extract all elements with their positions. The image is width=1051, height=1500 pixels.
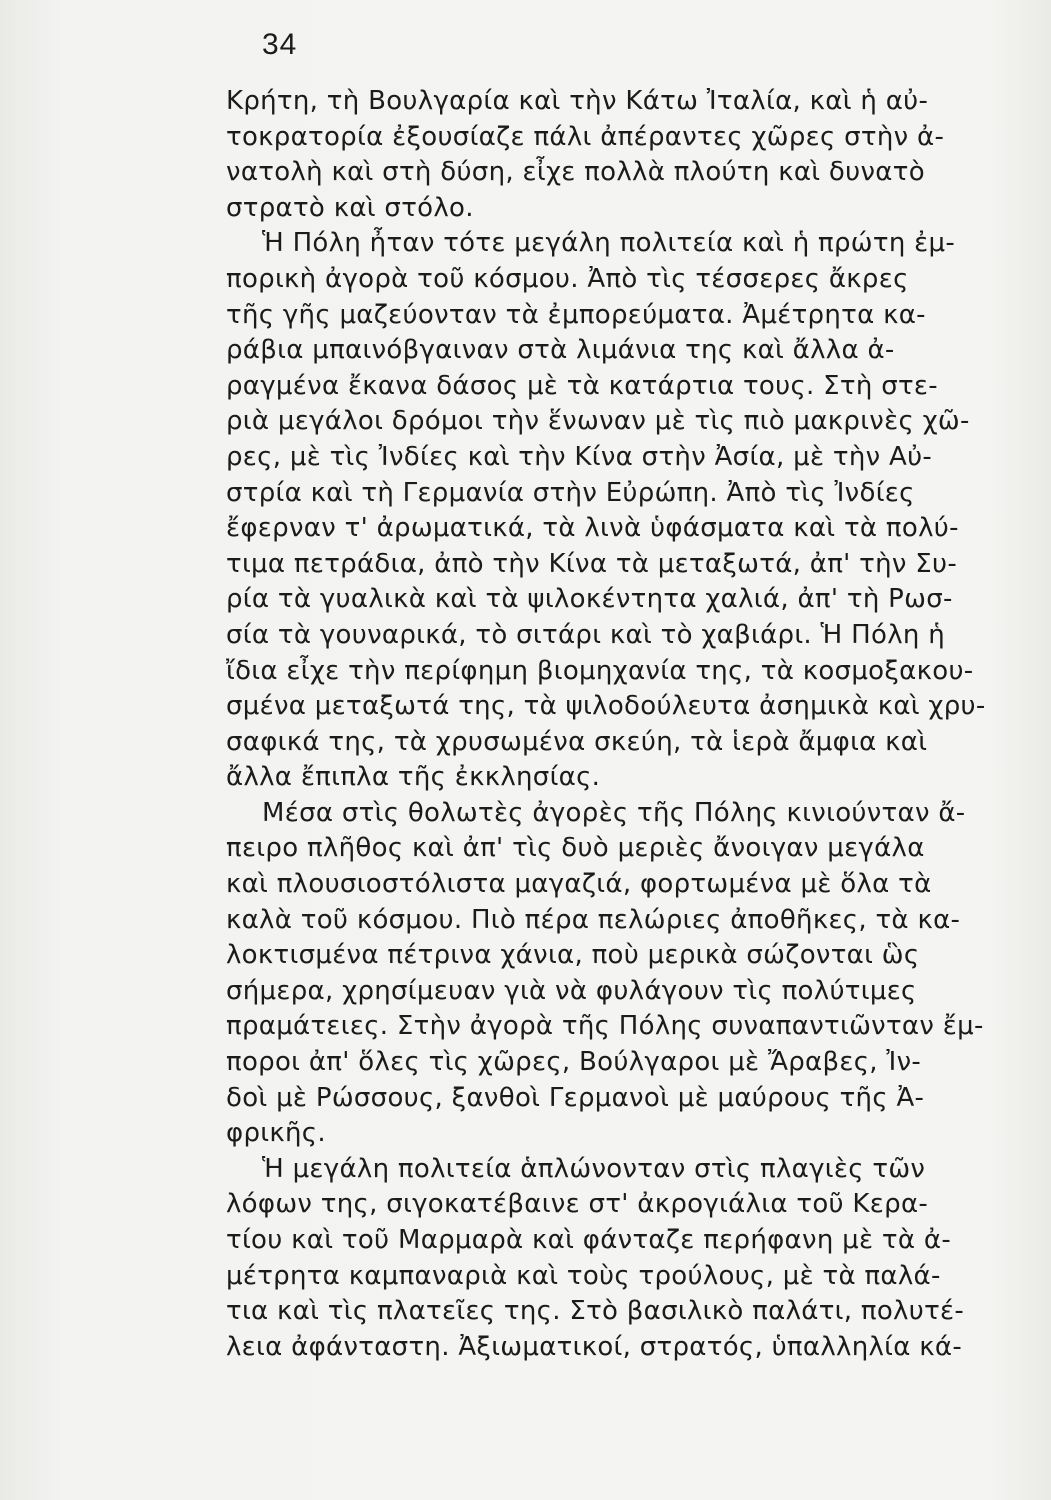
text-line: νατολὴ καὶ στὴ δύση, εἶχε πολλὰ πλούτη καὶ δυνατὸ <box>226 157 925 188</box>
text-line: πραμάτειες. Στὴν ἀγορὰ τῆς Πόλης συναπαντιῶνταν ἔμ- <box>226 1011 984 1042</box>
text-line: λεια ἀφάνταστη. Ἀξιωματικοί, στρατός, ὑπαλληλία κά- <box>226 1331 963 1362</box>
text-line: τιμα πετράδια, ἀπὸ τὴν Κίνα τὰ μεταξωτά, ἀπ' τὴν Συ- <box>226 548 958 579</box>
text-line: πορικὴ ἀγορὰ τοῦ κόσμου. Ἀπὸ τὶς τέσσερες ἄκρες <box>226 263 909 294</box>
text-line: δοὶ μὲ Ρώσσους, ξανθοὶ Γερμανοὶ μὲ μαύρους τῆς Ἀ- <box>226 1082 925 1113</box>
text-line: λόφων της, σιγοκατέβαινε στ' ἀκρογιάλια τοῦ Κερα- <box>226 1189 929 1220</box>
text-line: σία τὰ γουναρικά, τὸ σιτάρι καὶ τὸ χαβιάρι. Ἡ Πόλη ἡ <box>226 619 946 650</box>
text-line: ράβια μπαινόβγαιναν στὰ λιμάνια της καὶ ἄλλα ἀ- <box>226 335 895 366</box>
text-line: Ἡ Πόλη ἦταν τότε μεγάλη πολιτεία καὶ ἡ πρώτη ἐμ- <box>262 228 956 259</box>
text-line: σμένα μεταξωτά της, τὰ ψιλοδούλευτα ἀσημικὰ καὶ χρυ- <box>226 691 986 722</box>
text-line: ρες, μὲ τὶς Ἰνδίες καὶ τὴν Κίνα στὴν Ἀσία, μὲ τὴν Αὐ- <box>226 441 933 472</box>
text-line: ριὰ μεγάλοι δρόμοι τὴν ἕνωναν μὲ τὶς πιὸ μακρινὲς χῶ- <box>226 406 970 437</box>
body-text <box>226 84 986 1365</box>
text-line: Μέσα στὶς θολωτὲς ἀγορὲς τῆς Πόλης κινιούνταν ἄ- <box>262 797 966 828</box>
text-line: τίου καὶ τοῦ Μαρμαρὰ καὶ φάνταζε περήφανη μὲ τὰ ἀ- <box>226 1225 951 1255</box>
text-line: Ἡ μεγάλη πολιτεία ἁπλώνονταν στὶς πλαγιὲς τῶν <box>262 1153 926 1184</box>
text-line: ρία τὰ γυαλικὰ καὶ τὰ ψιλοκέντητα χαλιά, ἀπ' τὴ Ρωσ- <box>226 584 953 615</box>
text-line: φρικῆς. <box>226 1118 326 1149</box>
text-line: ποροι ἀπ' ὅλες τὶς χῶρες, Βούλγαροι μὲ Ἄραβες, Ἰν- <box>226 1047 922 1078</box>
text-line: τῆς γῆς μαζεύονταν τὰ ἐμπορεύματα. Ἀμέτρητα κα- <box>226 299 926 330</box>
text-line: τοκρατορία ἐξουσίαζε πάλι ἀπέραντες χῶρες στὴν ἀ- <box>226 121 945 152</box>
text-line: τια καὶ τὶς πλατεῖες της. Στὸ βασιλικὸ παλάτι, πολυτέ- <box>226 1296 965 1327</box>
text-line: στρατὸ καὶ στόλο. <box>226 192 474 223</box>
text-line: λοκτισμένα πέτρινα χάνια, ποὺ μερικὰ σώζονται ὣς <box>226 940 920 971</box>
text-line: ραγμένα ἔκανα δάσος μὲ τὰ κατάρτια τους. Στὴ στε- <box>226 370 938 401</box>
text-line: σήμερα, χρησίμευαν γιὰ νὰ φυλάγουν τὶς πολύτιμες <box>226 975 917 1006</box>
text-line: πειρο πλῆθος καὶ ἀπ' τὶς δυὸ μεριὲς ἄνοιγαν μεγάλα <box>226 833 925 864</box>
page-number: 34 <box>262 28 298 61</box>
text-line: ἔφερναν τ' ἀρωματικά, τὰ λινὰ ὑφάσματα καὶ τὰ πολύ- <box>226 513 959 544</box>
text-line: ἄλλα ἔπιπλα τῆς ἐκκλησίας. <box>226 762 601 793</box>
text-line: Κρήτη, τὴ Βουλγαρία καὶ τὴν Κάτω Ἰταλία, καὶ ἡ αὐ- <box>226 86 929 116</box>
text-line: καλὰ τοῦ κόσμου. Πιὸ πέρα πελώριες ἀποθῆκες, τὰ κα- <box>226 904 961 935</box>
text-line: ἴδια εἶχε τὴν περίφημη βιομηχανία της, τὰ κοσμοξακου- <box>226 655 974 686</box>
text-line: στρία καὶ τὴ Γερμανία στὴν Εὐρώπη. Ἀπὸ τὶς Ἰνδίες <box>226 477 915 508</box>
text-line: σαφικά της, τὰ χρυσωμένα σκεύη, τὰ ἱερὰ ἄμφια καὶ <box>226 726 928 757</box>
text-line: μέτρητα καμπαναριὰ καὶ τοὺς τρούλους, μὲ τὰ παλά- <box>226 1260 941 1291</box>
text-line: καὶ πλουσιοστόλιστα μαγαζιά, φορτωμένα μὲ ὅλα τὰ <box>226 869 932 900</box>
